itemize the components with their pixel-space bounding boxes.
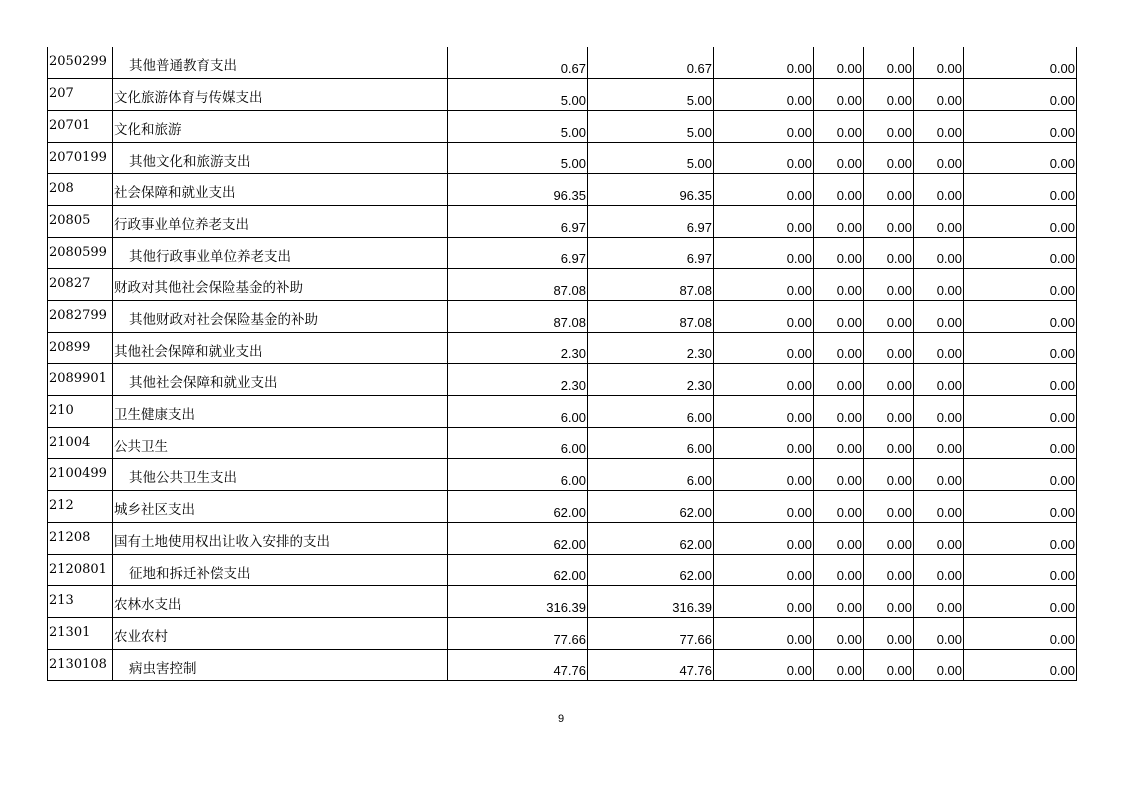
amount-cell: 6.97 — [448, 205, 588, 237]
amount-cell: 0.00 — [714, 586, 814, 618]
amount-cell: 62.00 — [448, 554, 588, 586]
amount-cell: 0.00 — [914, 554, 964, 586]
table-row — [48, 649, 1077, 681]
amount-cell: 0.00 — [814, 491, 864, 523]
amount-cell: 0.67 — [448, 47, 588, 79]
amount-cell: 6.97 — [448, 237, 588, 269]
amount-cell: 0.00 — [964, 79, 1077, 111]
amount-cell: 0.00 — [714, 427, 814, 459]
amount-cell: 0.00 — [814, 142, 864, 174]
amount-cell: 87.08 — [448, 301, 588, 333]
amount-cell: 0.00 — [814, 237, 864, 269]
amount-cell: 0.00 — [964, 269, 1077, 301]
amount-cell: 77.66 — [588, 617, 714, 649]
amount-cell: 0.00 — [914, 364, 964, 396]
amount-cell: 0.00 — [714, 269, 814, 301]
amount-cell: 6.97 — [588, 205, 714, 237]
amount-cell: 0.00 — [714, 364, 814, 396]
amount-cell: 5.00 — [448, 79, 588, 111]
subject-name-cell: 其他财政对社会保险基金的补助 — [113, 301, 448, 333]
amount-cell: 0.00 — [864, 364, 914, 396]
subject-code-cell: 213 — [48, 586, 113, 618]
subject-code-cell: 2130108 — [48, 649, 113, 681]
amount-cell: 5.00 — [448, 110, 588, 142]
amount-cell: 0.00 — [864, 491, 914, 523]
table-row — [48, 364, 1077, 396]
amount-cell: 0.00 — [814, 364, 864, 396]
amount-cell: 0.00 — [914, 332, 964, 364]
amount-cell: 0.00 — [814, 427, 864, 459]
amount-cell: 6.00 — [448, 396, 588, 428]
amount-cell: 0.00 — [964, 554, 1077, 586]
amount-cell: 0.00 — [864, 79, 914, 111]
amount-cell: 2.30 — [588, 332, 714, 364]
subject-code-cell: 21208 — [48, 522, 113, 554]
amount-cell: 0.00 — [714, 491, 814, 523]
amount-cell: 0.00 — [814, 649, 864, 681]
amount-cell: 0.00 — [814, 174, 864, 206]
table-row — [48, 459, 1077, 491]
amount-cell: 0.00 — [814, 301, 864, 333]
amount-cell: 0.00 — [964, 110, 1077, 142]
amount-cell: 0.00 — [714, 110, 814, 142]
amount-cell: 0.00 — [914, 237, 964, 269]
amount-cell: 0.00 — [964, 427, 1077, 459]
table-row — [48, 174, 1077, 206]
amount-cell: 87.08 — [588, 301, 714, 333]
table-row — [48, 79, 1077, 111]
amount-cell: 0.00 — [814, 47, 864, 79]
table-row — [48, 522, 1077, 554]
amount-cell: 47.76 — [588, 649, 714, 681]
subject-name-cell: 农业农村 — [113, 617, 448, 649]
amount-cell: 0.00 — [914, 301, 964, 333]
amount-cell: 0.00 — [864, 396, 914, 428]
amount-cell: 0.00 — [864, 617, 914, 649]
amount-cell: 0.00 — [964, 47, 1077, 79]
amount-cell: 96.35 — [448, 174, 588, 206]
subject-code-cell: 20827 — [48, 269, 113, 301]
amount-cell: 0.00 — [914, 110, 964, 142]
amount-cell: 0.00 — [914, 396, 964, 428]
page-number: 9 — [557, 713, 565, 725]
subject-name-cell: 文化旅游体育与传媒支出 — [113, 79, 448, 111]
amount-cell: 0.00 — [814, 617, 864, 649]
amount-cell: 0.00 — [914, 205, 964, 237]
amount-cell: 5.00 — [588, 110, 714, 142]
amount-cell: 0.00 — [914, 617, 964, 649]
amount-cell: 0.00 — [914, 47, 964, 79]
amount-cell: 0.00 — [964, 301, 1077, 333]
amount-cell: 0.00 — [814, 110, 864, 142]
amount-cell: 62.00 — [448, 491, 588, 523]
table-row — [48, 427, 1077, 459]
amount-cell: 87.08 — [448, 269, 588, 301]
subject-code-cell: 20805 — [48, 205, 113, 237]
subject-code-cell: 21004 — [48, 427, 113, 459]
amount-cell: 0.00 — [914, 649, 964, 681]
amount-cell: 62.00 — [588, 554, 714, 586]
amount-cell: 0.00 — [714, 617, 814, 649]
subject-name-cell: 文化和旅游 — [113, 110, 448, 142]
amount-cell: 6.00 — [448, 427, 588, 459]
amount-cell: 0.00 — [964, 396, 1077, 428]
amount-cell: 0.00 — [814, 554, 864, 586]
amount-cell: 77.66 — [448, 617, 588, 649]
subject-code-cell: 20899 — [48, 332, 113, 364]
subject-name-cell: 其他公共卫生支出 — [113, 459, 448, 491]
subject-name-cell: 财政对其他社会保险基金的补助 — [113, 269, 448, 301]
amount-cell: 0.00 — [714, 174, 814, 206]
amount-cell: 0.00 — [864, 522, 914, 554]
amount-cell: 87.08 — [588, 269, 714, 301]
amount-cell: 0.00 — [814, 205, 864, 237]
amount-cell: 0.00 — [964, 459, 1077, 491]
amount-cell: 0.00 — [714, 522, 814, 554]
amount-cell: 0.00 — [864, 142, 914, 174]
amount-cell: 0.00 — [714, 554, 814, 586]
amount-cell: 62.00 — [588, 491, 714, 523]
subject-name-cell: 农林水支出 — [113, 586, 448, 618]
subject-name-cell: 行政事业单位养老支出 — [113, 205, 448, 237]
amount-cell: 0.00 — [864, 237, 914, 269]
subject-code-cell: 210 — [48, 396, 113, 428]
amount-cell: 0.00 — [864, 427, 914, 459]
amount-cell: 316.39 — [588, 586, 714, 618]
amount-cell: 0.00 — [964, 649, 1077, 681]
amount-cell: 0.00 — [914, 79, 964, 111]
amount-cell: 2.30 — [588, 364, 714, 396]
table-row — [48, 554, 1077, 586]
amount-cell: 0.00 — [964, 617, 1077, 649]
amount-cell: 0.00 — [814, 332, 864, 364]
subject-code-cell: 2070199 — [48, 142, 113, 174]
amount-cell: 6.00 — [588, 396, 714, 428]
amount-cell: 0.00 — [714, 332, 814, 364]
amount-cell: 2.30 — [448, 332, 588, 364]
amount-cell: 0.00 — [964, 332, 1077, 364]
amount-cell: 0.00 — [814, 396, 864, 428]
table-row — [48, 205, 1077, 237]
amount-cell: 0.00 — [914, 427, 964, 459]
amount-cell: 0.00 — [964, 142, 1077, 174]
table-row — [48, 142, 1077, 174]
subject-code-cell: 2100499 — [48, 459, 113, 491]
amount-cell: 0.67 — [588, 47, 714, 79]
amount-cell: 5.00 — [588, 79, 714, 111]
table-row — [48, 617, 1077, 649]
amount-cell: 0.00 — [914, 491, 964, 523]
table-row — [48, 491, 1077, 523]
amount-cell: 0.00 — [814, 269, 864, 301]
subject-name-cell: 城乡社区支出 — [113, 491, 448, 523]
amount-cell: 6.00 — [588, 459, 714, 491]
amount-cell: 47.76 — [448, 649, 588, 681]
amount-cell: 0.00 — [714, 79, 814, 111]
amount-cell: 0.00 — [864, 205, 914, 237]
amount-cell: 0.00 — [964, 491, 1077, 523]
subject-name-cell: 其他社会保障和就业支出 — [113, 364, 448, 396]
amount-cell: 0.00 — [964, 237, 1077, 269]
amount-cell: 0.00 — [714, 47, 814, 79]
amount-cell: 0.00 — [864, 649, 914, 681]
amount-cell: 0.00 — [914, 459, 964, 491]
amount-cell: 0.00 — [864, 47, 914, 79]
amount-cell: 6.97 — [588, 237, 714, 269]
subject-name-cell: 其他行政事业单位养老支出 — [113, 237, 448, 269]
subject-name-cell: 其他社会保障和就业支出 — [113, 332, 448, 364]
subject-code-cell: 2080599 — [48, 237, 113, 269]
amount-cell: 0.00 — [714, 237, 814, 269]
amount-cell: 0.00 — [964, 174, 1077, 206]
amount-cell: 0.00 — [714, 142, 814, 174]
amount-cell: 0.00 — [964, 205, 1077, 237]
amount-cell: 0.00 — [714, 205, 814, 237]
table-row — [48, 586, 1077, 618]
subject-code-cell: 2050299 — [48, 47, 113, 79]
subject-name-cell: 社会保障和就业支出 — [113, 174, 448, 206]
amount-cell: 0.00 — [964, 522, 1077, 554]
table-row — [48, 269, 1077, 301]
amount-cell: 0.00 — [814, 586, 864, 618]
subject-code-cell: 212 — [48, 491, 113, 523]
amount-cell: 0.00 — [714, 649, 814, 681]
amount-cell: 0.00 — [864, 332, 914, 364]
amount-cell: 62.00 — [588, 522, 714, 554]
subject-code-cell: 21301 — [48, 617, 113, 649]
amount-cell: 0.00 — [864, 459, 914, 491]
budget-expenditure-table — [47, 47, 1077, 681]
amount-cell: 0.00 — [914, 522, 964, 554]
subject-name-cell: 病虫害控制 — [113, 649, 448, 681]
amount-cell: 0.00 — [864, 269, 914, 301]
amount-cell: 5.00 — [448, 142, 588, 174]
amount-cell: 0.00 — [714, 396, 814, 428]
subject-code-cell: 208 — [48, 174, 113, 206]
amount-cell: 0.00 — [714, 301, 814, 333]
subject-code-cell: 2120801 — [48, 554, 113, 586]
subject-code-cell: 2089901 — [48, 364, 113, 396]
amount-cell: 0.00 — [914, 269, 964, 301]
amount-cell: 0.00 — [714, 459, 814, 491]
amount-cell: 0.00 — [864, 586, 914, 618]
amount-cell: 0.00 — [864, 554, 914, 586]
amount-cell: 316.39 — [448, 586, 588, 618]
subject-code-cell: 2082799 — [48, 301, 113, 333]
amount-cell: 0.00 — [914, 174, 964, 206]
amount-cell: 0.00 — [814, 522, 864, 554]
amount-cell: 0.00 — [814, 459, 864, 491]
table-row — [48, 237, 1077, 269]
amount-cell: 6.00 — [588, 427, 714, 459]
subject-name-cell: 其他文化和旅游支出 — [113, 142, 448, 174]
amount-cell: 96.35 — [588, 174, 714, 206]
subject-code-cell: 207 — [48, 79, 113, 111]
table-row — [48, 47, 1077, 79]
table-row — [48, 301, 1077, 333]
subject-name-cell: 公共卫生 — [113, 427, 448, 459]
amount-cell: 5.00 — [588, 142, 714, 174]
subject-name-cell: 其他普通教育支出 — [113, 47, 448, 79]
subject-name-cell: 征地和拆迁补偿支出 — [113, 554, 448, 586]
table-body — [48, 47, 1077, 681]
subject-name-cell: 卫生健康支出 — [113, 396, 448, 428]
amount-cell: 2.30 — [448, 364, 588, 396]
table-row — [48, 110, 1077, 142]
table-row — [48, 332, 1077, 364]
amount-cell: 0.00 — [914, 586, 964, 618]
table-row — [48, 396, 1077, 428]
amount-cell: 0.00 — [814, 79, 864, 111]
amount-cell: 0.00 — [964, 364, 1077, 396]
amount-cell: 0.00 — [914, 142, 964, 174]
subject-code-cell: 20701 — [48, 110, 113, 142]
amount-cell: 0.00 — [864, 110, 914, 142]
amount-cell: 62.00 — [448, 522, 588, 554]
amount-cell: 0.00 — [964, 586, 1077, 618]
amount-cell: 0.00 — [864, 301, 914, 333]
subject-name-cell: 国有土地使用权出让收入安排的支出 — [113, 522, 448, 554]
amount-cell: 6.00 — [448, 459, 588, 491]
amount-cell: 0.00 — [864, 174, 914, 206]
